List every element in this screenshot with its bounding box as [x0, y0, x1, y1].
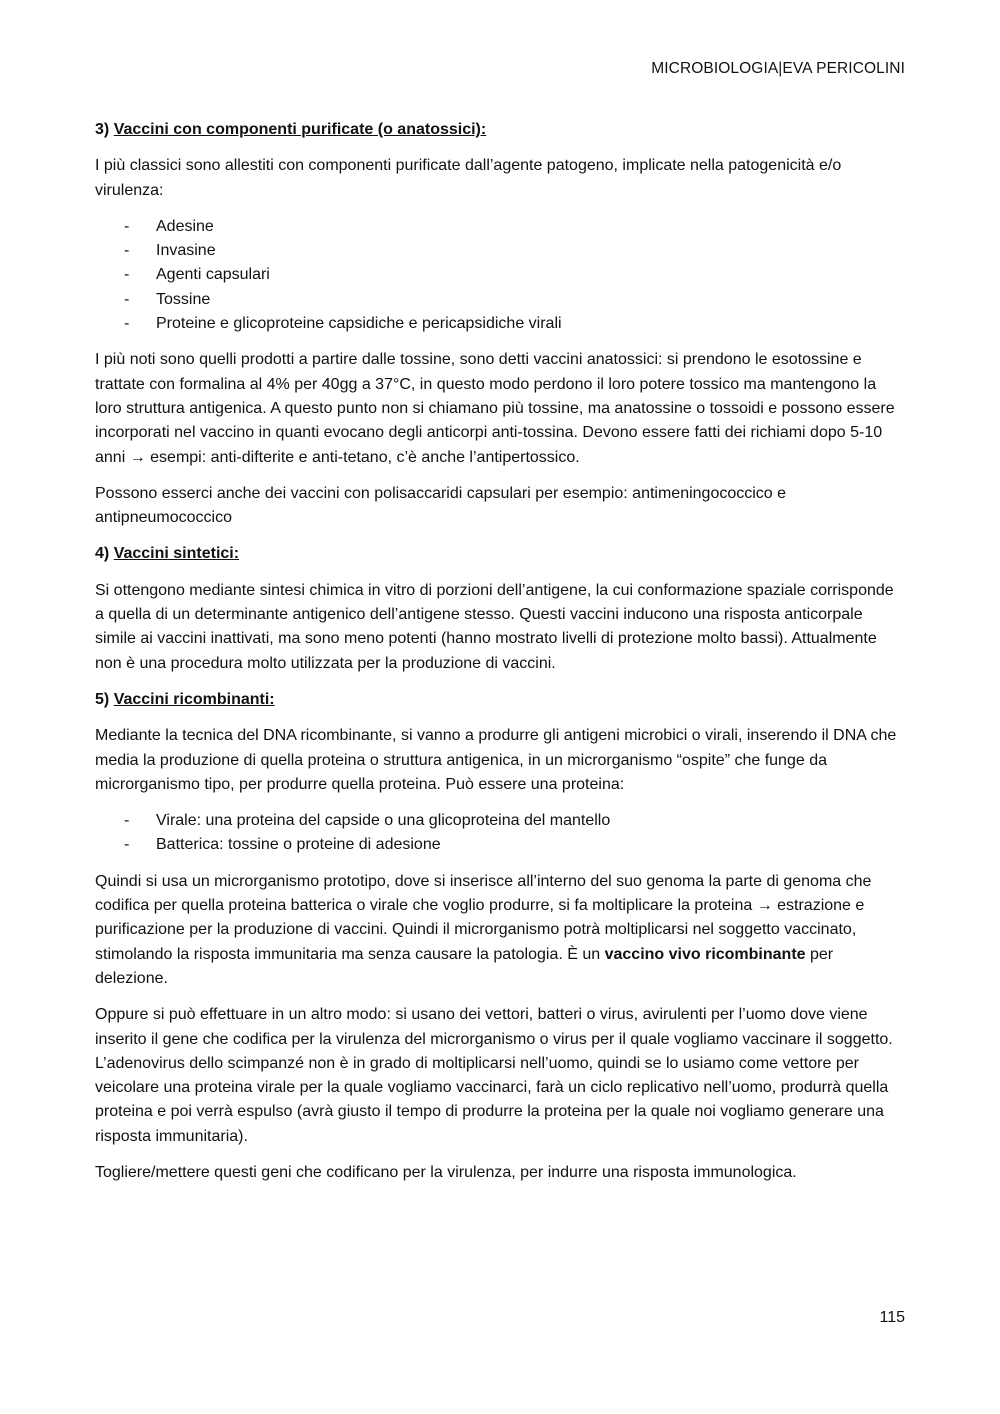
section-4-paragraph: Si ottengono mediante sintesi chimica in vitro di porzioni dell’antigene, la cui conformazione spaziale corrisponde a quella di un determinante antigenico dell’antigene stesso. Questi vaccini inducono una risposta anticorpale simile ai vaccini inattivati, ma sono meno potenti (hanno mostrato livelli di protezione molto bassi). Attualmente non è una procedura molto utilizzata per la produzione di vaccini.	[95, 581, 894, 672]
dash-marker: -	[124, 812, 130, 830]
section-5-paragraph-closing: Togliere/mettere questi geni che codificano per la virulenza, per indurre una risposta immunologica.	[95, 1163, 797, 1181]
page-number: 115	[879, 1309, 905, 1326]
section-5-title: Vaccini ricombinanti:	[113, 690, 275, 708]
list-item: - Adesine	[95, 215, 905, 239]
dash-marker: -	[124, 290, 130, 308]
dash-marker: -	[124, 217, 130, 235]
bold-term: vaccino vivo ricombinante	[604, 945, 806, 963]
section-5-paragraph-prototype: Quindi si usa un microrganismo prototipo, dove si inserisce all’interno del suo genoma la parte di genoma che codifica per quella proteina batterica o virale che voglio produrre, si fa moltiplicare la proteina → estrazione e purificazione per la produzione di vaccini. Quindi il microrganismo potrà moltiplicarsi nel soggetto vaccinato, stimolando la risposta immunitaria ma senza causare la patologia. È un vaccino vivo ricombinante per delezione.	[95, 872, 872, 987]
section-5-number: 5)	[95, 690, 110, 708]
dash-marker: -	[124, 242, 130, 260]
section-5-intro: Mediante la tecnica del DNA ricombinante, si vanno a produrre gli antigeni microbici o virali, inserendo il DNA che media la produzione di quella proteina o struttura antigenica, in un microrganismo “ospite” che funge da microrganismo tipo, per produrre quella proteina. Può essere una proteina:	[95, 727, 897, 793]
section-3-list	[95, 215, 905, 336]
dash-marker: -	[124, 315, 130, 333]
list-item: - Agenti capsulari	[95, 263, 905, 287]
section-4-number: 4)	[95, 545, 110, 563]
section-3-number: 3)	[95, 121, 110, 138]
section-5-list	[95, 809, 905, 858]
section-3-paragraph-polysaccharides: Possono esserci anche dei vaccini con polisaccaridi capsulari per esempio: antimeningococcico e antipneumococcico	[95, 484, 787, 527]
section-3-heading	[95, 118, 905, 142]
section-5-heading	[95, 688, 905, 712]
section-5-paragraph-vectors: Oppure si può effettuare in un altro modo: si usano dei vettori, batteri o virus, avirulenti per l’uomo dove viene inserito il gene che codifica per la virulenza del microrganismo o virus per il quale vogliamo vaccinare il soggetto. L’adenovirus dello scimpanzé non è in grado di moltiplicarsi nell’uomo, quindi se lo usiamo come vettore per veicolare una proteina virale per la quale vogliamo vaccinarci, farà un ciclo replicativo nell’uomo, produrrà quella proteina e poi verrà espulso (avrà giusto il tempo di produrre la proteina per la quale noi vogliamo generare una risposta immunitaria).	[95, 1006, 893, 1145]
section-3-title: Vaccini con componenti purificate (o anatossici):	[113, 121, 487, 138]
dash-marker: -	[124, 266, 130, 284]
section-4-heading	[95, 542, 905, 566]
page-body	[95, 118, 905, 1197]
section-3-paragraph-toxins: I più noti sono quelli prodotti a partire dalle tossine, sono detti vaccini anatossici: si prendono le esotossine e trattate con formalina al 4% per 40gg a 37°C, in questo modo perdono il loro potere tossico ma mantengono la loro struttura antigenica. A questo punto non si chiamano più tossine, ma anatossine o tossoidi e possono essere incorporati nel vaccino in quanti evocano degli anticorpi anti-tossina. Devono essere fatti dei richiami dopo 5-10 anni → esempi: anti-difterite e anti-tetano, c’è anche l’antipertossico.	[95, 351, 895, 466]
list-item: - Batterica: tossine o proteine di adesione	[95, 833, 905, 857]
dash-marker: -	[124, 836, 130, 854]
list-item: - Virale: una proteina del capside o una glicoproteina del mantello	[95, 809, 905, 833]
section-3-intro: I più classici sono allestiti con componenti purificate dall’agente patogeno, implicate nella patogenicità e/o virulenza:	[95, 157, 842, 199]
running-header: MICROBIOLOGIA|EVA PERICOLINI	[651, 60, 905, 77]
list-item: - Invasine	[95, 239, 905, 263]
section-4-title: Vaccini sintetici:	[113, 545, 240, 563]
list-item: - Tossine	[95, 288, 905, 312]
list-item: - Proteine e glicoproteine capsidiche e pericapsidiche virali	[95, 312, 905, 336]
